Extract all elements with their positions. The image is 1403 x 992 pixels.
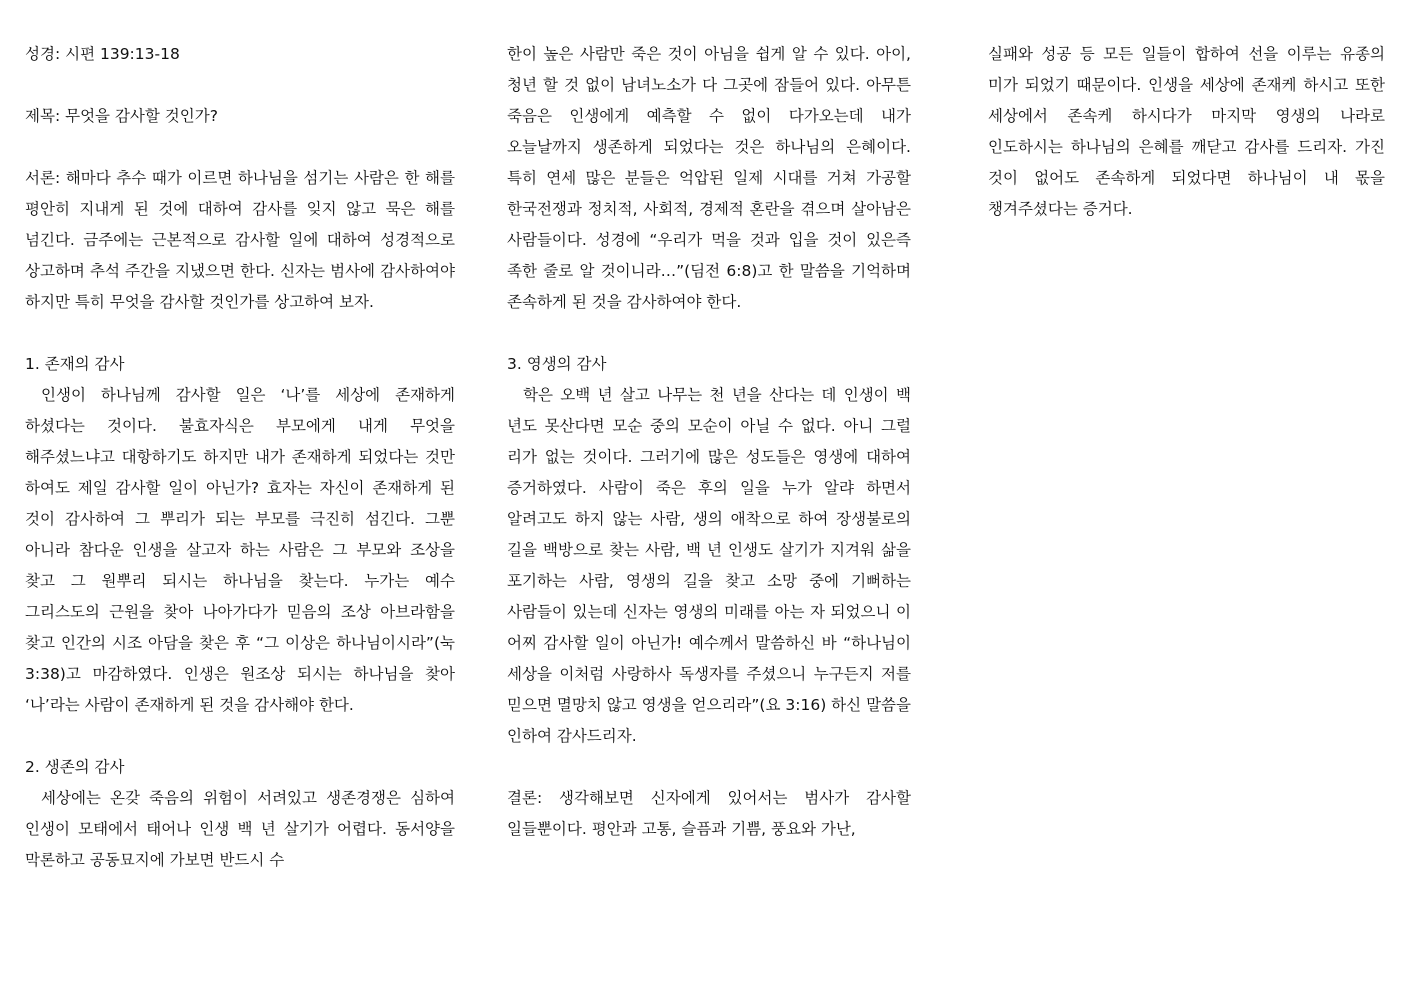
scripture-reference: 성경: 시편 139:13-18 [25,45,180,63]
section-body-survival-continued: 한이 높은 사람만 죽은 것이 아님을 쉽게 알 수 있다. 아이, 청년 할 것 없이 남녀노소가 다 그곳에 잠들어 있다. 아무튼 죽음은 인생에게 예측할 수 없이 다가오는데 내가 오늘날까지 생존하게 되었다는 것은 하나님의 은혜이다. 특히 연세 많은 분들은 억압된 일제 시대를 거쳐 가공할 한국전쟁과 정치적, 사회적, 경제적 혼란을 겪으며 살아남은 사람들이다. 성경에 “우리가 먹을 것과 입을 것이 있은즉 족한 줄로 알 것이니라…”(딤전 6:8)고 한 말씀을 기억하며 존속하게 된 것을 감사하여야 한다. [507,45,911,311]
section-body-eternal-life: 학은 오백 년 살고 나무는 천 년을 산다는 데 인생이 백 년도 못산다면 모순 중의 모순이 아닐 수 없다. 아니 그럴 리가 없는 것이다. 그러기에 많은 성도들은 영생에 대하여 증거하였다. 사람이 죽은 후의 일을 누가 알랴 하면서 알려고도 하지 않는 사람, 생의 애착으로 하여 장생불로의 길을 백방으로 찾는 사람, 백 년 인생도 살기가 지겨워 삶을 포기하는 사람, 영생의 길을 찾고 소망 중에 기뻐하는 사람들이 있는데 신자는 영생의 미래를 아는 자 되었으니 이 어찌 감사할 일이 아닌가! 예수께서 말씀하신 바 “하나님이 세상을 이처럼 사랑하사 독생자를 주셨으니 누구든지 저를 믿으면 멸망치 않고 영생을 얻으리라”(요 3:16) 하신 말씀을 인하여 감사드리자. [507,386,911,745]
section-heading-existence: 1. 존재의 감사 [25,355,125,373]
conclusion-paragraph-continued: 실패와 성공 등 모든 일들이 합하여 선을 이루는 유종의 미가 되었기 때문이다. 인생을 세상에 존재케 하시고 또한 세상에서 존속케 하시다가 마지막 영생의 나라로 인도하시는 하나님의 은혜를 깨닫고 감사를 드리자. 가진 것이 없어도 존속하게 되었다면 하나님이 내 몫을 챙겨주셨다는 증거다. [988,45,1385,218]
section-heading-eternal-life: 3. 영생의 감사 [507,355,607,373]
column-2 [507,39,911,845]
sermon-title: 제목: 무엇을 감사할 것인가? [25,107,218,125]
section-body-survival: 세상에는 온갖 죽음의 위험이 서려있고 생존경쟁은 심하여 인생이 모태에서 태어나 인생 백 년 살기가 어렵다. 동서양을 막론하고 공동묘지에 가보면 반드시 수 [25,789,455,869]
conclusion-paragraph: 결론: 생각해보면 신자에게 있어서는 범사가 감사할 일들뿐이다. 평안과 고통, 슬픔과 기쁨, 풍요와 가난, [507,789,911,838]
introduction-paragraph: 서론: 해마다 추수 때가 이르면 하나님을 섬기는 사람은 한 해를 평안히 지내게 된 것에 대하여 감사를 잊지 않고 묵은 해를 넘긴다. 금주에는 근본적으로 감사할 일에 대하여 성경적으로 상고하며 추석 주간을 지냈으면 한다. 신자는 범사에 감사하여야 하지만 특히 무엇을 감사할 것인가를 상고하여 보자. [25,169,455,311]
section-heading-survival: 2. 생존의 감사 [25,758,125,776]
column-1 [25,39,455,876]
section-body-existence: 인생이 하나님께 감사할 일은 ‘나’를 세상에 존재하게 하셨다는 것이다. 불효자식은 부모에게 내게 무엇을 해주셨느냐고 대항하기도 하지만 내가 존재하게 되었다는 것만 하여도 제일 감사할 일이 아닌가? 효자는 자신이 존재하게 된 것이 감사하여 그 뿌리가 되는 부모를 극진히 섬긴다. 그뿐 아니라 참다운 인생을 살고자 하는 사람은 그 부모와 조상을 찾고 그 원뿌리 되시는 하나님을 찾는다. 누가는 예수 그리스도의 근원을 찾아 나아가다가 믿음의 조상 아브라함을 찾고 인간의 시조 아담을 찾은 후 “그 이상은 하나님이시라”(눅 3:38)고 마감하였다. 인생은 원조상 되시는 하나님을 찾아 ‘나’라는 사람이 존재하게 된 것을 감사해야 한다. [25,386,455,714]
column-3 [988,39,1385,225]
